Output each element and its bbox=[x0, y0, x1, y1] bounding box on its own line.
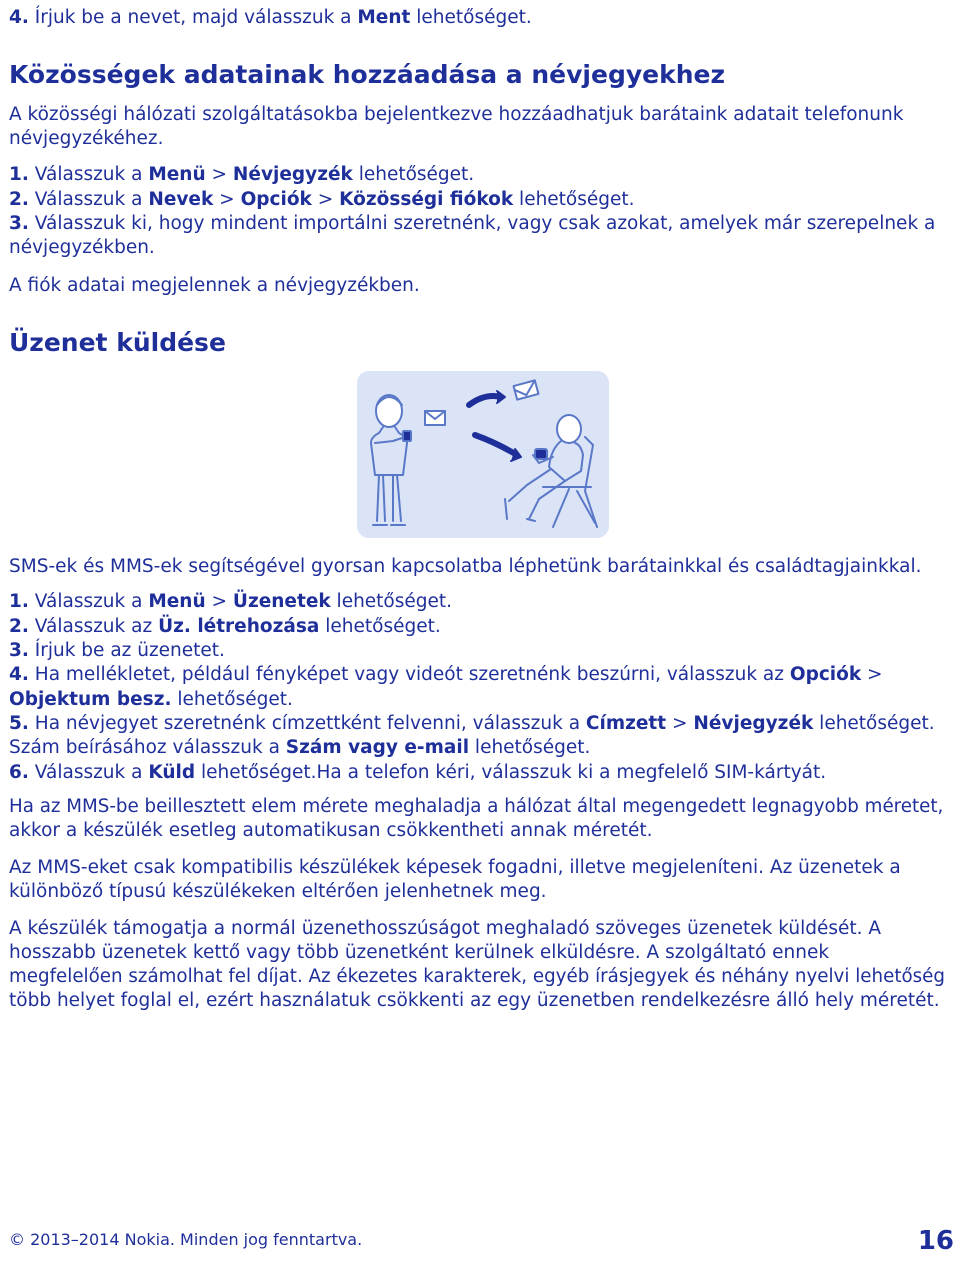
section2-step-4-line1: 4. Ha mellékletet, például fényképet vagy videót szeretnénk beszúrni, válasszuk az Opciók > bbox=[9, 664, 883, 685]
para-mms-compat-line1: Az MMS-eket csak kompatibilis készülékek képesek fogadni, illetve megjeleníteni. Az üzenetek a bbox=[9, 857, 901, 878]
section2-step-5-line1: 5. Ha névjegyet szeretnénk címzettként felvenni, válasszuk a Címzett > Névjegyzék lehetőséget. bbox=[9, 713, 935, 734]
section1-step-2: 2. Válasszuk a Nevek > Opciók > Közösségi fiókok lehetőséget. bbox=[9, 189, 635, 210]
para-long-msg-line3: megfelelően számolhat fel díjat. Az ékezetes karakterek, egyéb írásjegyek és néhány nyelvi lehetőség bbox=[9, 966, 945, 987]
page-number: 16 bbox=[917, 1226, 954, 1256]
section1-step-1: 1. Válasszuk a Menü > Névjegyzék lehetőséget. bbox=[9, 164, 475, 185]
section1-step-3-line1: 3. Válasszuk ki, hogy mindent importálni szeretnénk, vagy csak azokat, amelyek már szerepelnek a bbox=[9, 213, 936, 234]
para-mms-size-line1: Ha az MMS-be beillesztett elem mérete meghaladja a hálózat által megengedett legnagyobb méretet, bbox=[9, 796, 944, 817]
section2-step-1: 1. Válasszuk a Menü > Üzenetek lehetőséget. bbox=[9, 591, 453, 612]
footer-copyright: © 2013–2014 Nokia. Minden jog fenntartva. bbox=[9, 1230, 363, 1249]
section2-step-3: 3. Írjuk be az üzenetet. bbox=[9, 640, 225, 661]
section1-intro-line1: A közösségi hálózati szolgáltatásokba bejelentkezve hozzáadhatjuk barátaink adatait telefonunk bbox=[9, 104, 904, 125]
section1-result: A fiók adatai megjelennek a névjegyzékben. bbox=[9, 275, 420, 296]
para-mms-compat-line2: különböző típusú készülékeken eltérően jelenhetnek meg. bbox=[9, 881, 547, 902]
section2-step-5-line2: Szám beírásához válasszuk a Szám vagy e-mail lehetőséget. bbox=[9, 737, 591, 758]
section2-step-6: 6. Válasszuk a Küld lehetőséget.Ha a telefon kéri, válasszuk ki a megfelelő SIM-kártyát. bbox=[9, 762, 827, 783]
section1-step-3-line2: névjegyzékben. bbox=[9, 237, 155, 258]
section2-intro: SMS-ek és MMS-ek segítségével gyorsan kapcsolatba léphetünk barátainkkal és családtagjainkkal. bbox=[9, 556, 922, 577]
section2-step-2: 2. Válasszuk az Üz. létrehozása lehetőséget. bbox=[9, 616, 441, 637]
section-heading-messages: Üzenet küldése bbox=[9, 328, 226, 357]
messaging-illustration bbox=[357, 371, 609, 538]
section-heading-social: Közösségek adatainak hozzáadása a névjegyekhez bbox=[9, 60, 726, 89]
step-4-enter-name: 4. Írjuk be a nevet, majd válasszuk a Ment lehetőséget. bbox=[9, 7, 532, 28]
para-long-msg-line1: A készülék támogatja a normál üzenethosszúságot meghaladó szöveges üzenetek küldését. A bbox=[9, 918, 882, 939]
para-mms-size-line2: akkor a készülék esetleg automatikusan csökkentheti annak méretét. bbox=[9, 820, 653, 841]
section1-intro-line2: névjegyzékéhez. bbox=[9, 128, 164, 149]
para-long-msg-line2: hosszabb üzenetek kettő vagy több üzenetként kerülnek elküldésre. A szolgáltató ennek bbox=[9, 942, 830, 963]
para-long-msg-line4: több helyet foglal el, ezért használatuk csökkenti az egy üzenetben rendelkezésre álló hely méretét. bbox=[9, 990, 940, 1011]
section2-step-4-line2: Objektum besz. lehetőséget. bbox=[9, 689, 293, 710]
